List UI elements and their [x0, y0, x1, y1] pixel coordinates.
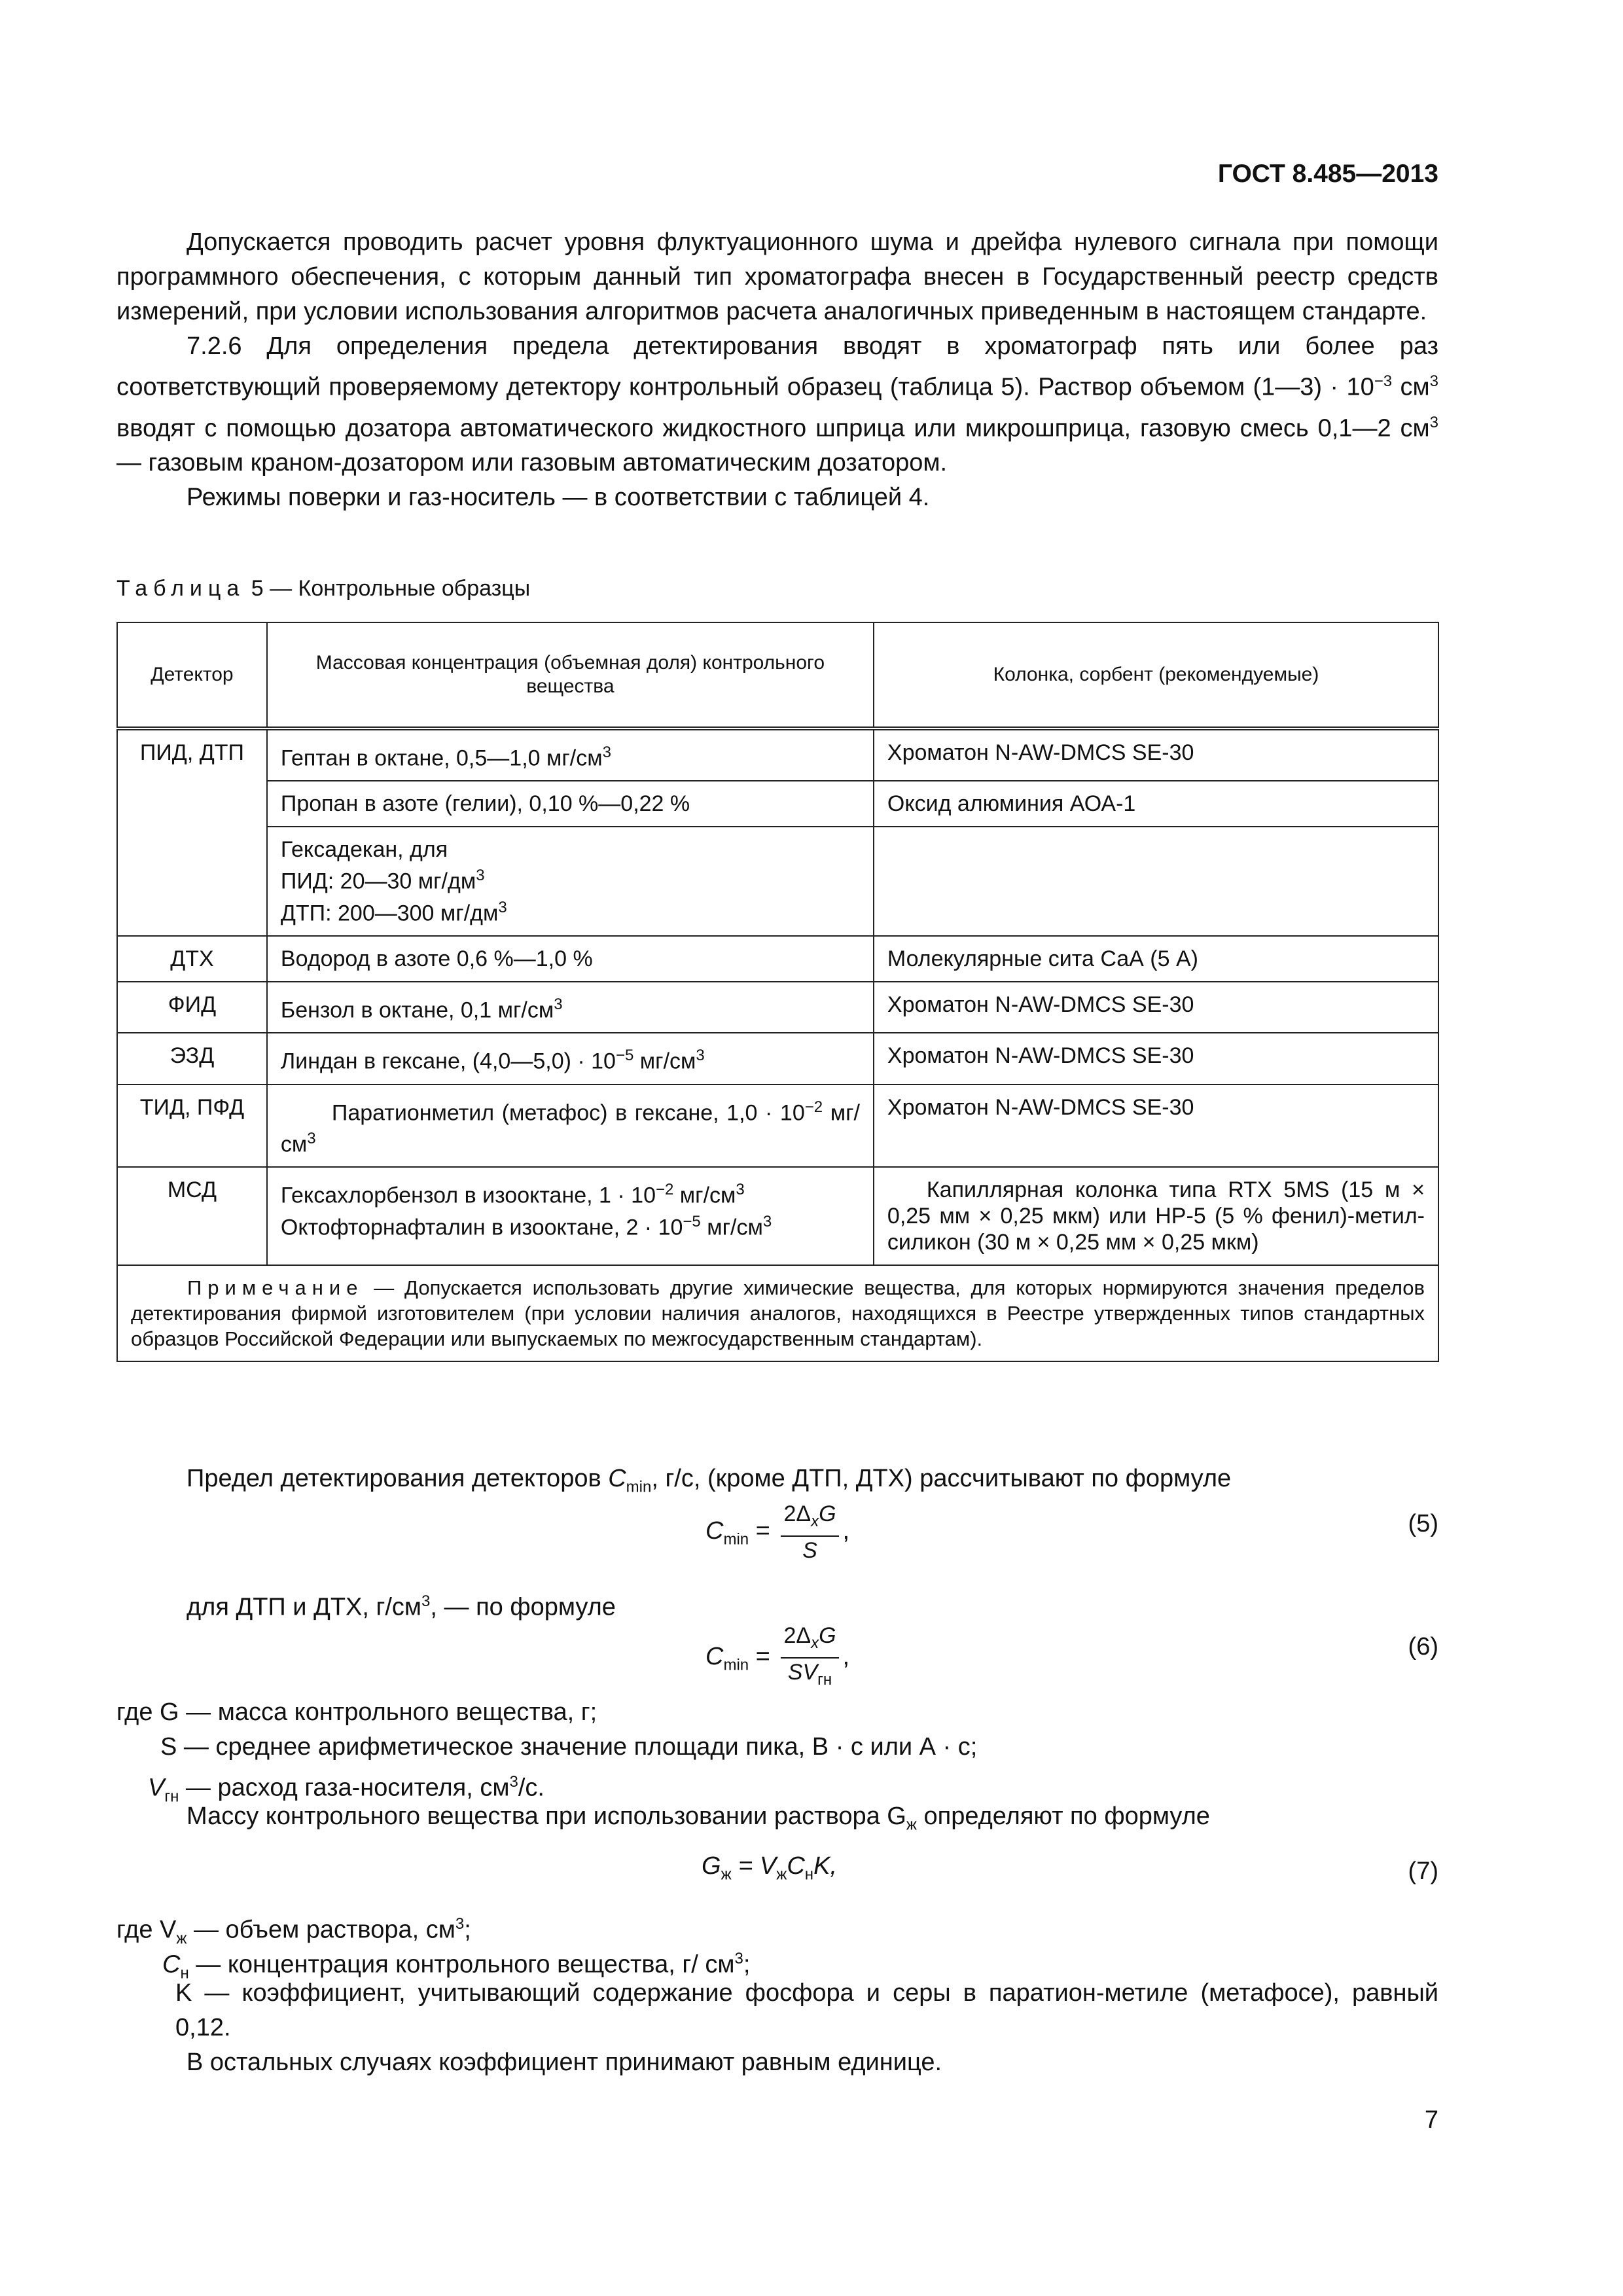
- concentration-cell: Бензол в октане, 0,1 $мг/см^3$: [267, 982, 874, 1033]
- column-cell: Хроматон N-AW-DMCS SE-30: [874, 1033, 1438, 1084]
- paragraph-7-2-6: 7.2.6 Для определения предела детектирования вводят в хроматограф пять или более раз соответствующий проверяемому детектору контрольный образец (таблица 5). Раствор объемом (1—3) · $10^{-3}$ $см^3$ вводят с помощью дозатора автоматического жидкостного шприца или микрошприца, газовую смесь 0,1—2 $см^3$ — газовым краном-дозатором или газовым автоматическим дозатором.: [116, 332, 1438, 477]
- definition-s: S — среднее арифметическое значение площади пика, В · с или А · с;: [160, 1733, 978, 1761]
- header-concentration: Массовая концентрация (объемная доля) контрольного вещества: [267, 622, 874, 728]
- intro-text: [116, 225, 1438, 515]
- column-cell: Хроматон N-AW-DMCS SE-30: [874, 728, 1438, 781]
- table-row: [117, 1167, 1438, 1265]
- definition-k: K — коэффициент, учитывающий содержание фосфора и серы в паратион-метиле (метафосе), равный 0,12.: [175, 1979, 1438, 2041]
- page-number: 7: [1424, 2106, 1438, 2134]
- table-row: [117, 1085, 1438, 1168]
- detector-cell: ЭЗД: [117, 1033, 267, 1084]
- detector-cell: ДТХ: [117, 936, 267, 982]
- formula-6: $C_{min}$ = $\frac{2\Delta_xG}{SV_{гн}}$ ,: [705, 1623, 850, 1689]
- concentration-cell: Линдан в гексане, (4,0—5,0) · $10^{-5}$ $мг/см^3$: [267, 1033, 874, 1084]
- formula-7-intro: Массу контрольного вещества при использовании раствора $G_ж$ определяют по формуле: [187, 1803, 1210, 1834]
- formula-6-intro: для ДТП и ДТХ, $г/см^3$, — по формуле: [187, 1592, 616, 1621]
- table-header-row: [117, 622, 1438, 728]
- table-row: [117, 827, 1438, 936]
- paragraph-modes: Режимы поверки и газ-носитель — в соответствии с таблицей 4.: [187, 484, 930, 512]
- detector-cell: ФИД: [117, 982, 267, 1033]
- header-detector: Детектор: [117, 622, 267, 728]
- control-samples-table: [116, 622, 1439, 1362]
- header-column: Колонка, сорбент (рекомендуемые): [874, 622, 1438, 728]
- detector-cell: ПИД, ДТП: [117, 728, 267, 936]
- paragraph-software: Допускается проводить расчет уровня флуктуационного шума и дрейфа нулевого сигнала при помощи программного обеспечения, с которым данный тип хроматографа внесен в Государственный реестр средств измерений, при условии использования алгоритмов расчета аналогичных приведенным в настоящем стандарте.: [116, 228, 1438, 325]
- detector-cell: МСД: [117, 1167, 267, 1265]
- definition-cn: $C_н$ — концентрация контрольного вещества, г/ $см^3$;: [162, 1950, 751, 1982]
- table-caption: Таблица 5 — Контрольные образцы: [116, 576, 531, 601]
- definition-vgn: $V_{гн}$ — расход газа-носителя, $см^3/с$.: [148, 1773, 544, 1806]
- column-cell: Хроматон N-AW-DMCS SE-30: [874, 982, 1438, 1033]
- table-note-row: [117, 1265, 1438, 1361]
- equation-number-7: (7): [1408, 1857, 1438, 1885]
- column-cell: Хроматон N-AW-DMCS SE-30: [874, 1085, 1438, 1168]
- concentration-cell: Гексахлорбензол в изооктане, $1 \cdot 10^{-2}$ $мг/см^3$ Октофторнафталин в изооктане, $2 \cdot 10^{-5}$ $мг/см^3$: [267, 1167, 874, 1265]
- formula-7: $G_ж = V_жC_нK$,: [702, 1852, 837, 1884]
- table-row: [117, 936, 1438, 982]
- table-note: Примечание — Допускается использовать другие химические вещества, для которых нормируются значения пределов детектирования фирмой изготовителем (при условии наличия аналогов, находящихся в Реестре утвержденных типов стандартных образцов Российской Федерации или выпускаемых по межгосударственным стандартам).: [117, 1265, 1438, 1361]
- table-row: [117, 1033, 1438, 1084]
- formula-5-intro: Предел детектирования детекторов $C_{min}$, г/с, (кроме ДТП, ДТХ) рассчитывают по формуле: [187, 1465, 1232, 1496]
- concentration-cell: Водород в азоте 0,6 %—1,0 %: [267, 936, 874, 982]
- concentration-cell: Гексадекан, для ПИД: 20—30 $мг/дм^3$ ДТП: 200—300 $мг/дм^3$: [267, 827, 874, 936]
- column-cell: Молекулярные сита СаА (5 А): [874, 936, 1438, 982]
- concentration-cell: Пропан в азоте (гелии), 0,10 %—0,22 %: [267, 781, 874, 827]
- document-header: ГОСТ 8.485—2013: [1217, 160, 1438, 188]
- equation-number-6: (6): [1408, 1633, 1438, 1660]
- definition-g: где G — масса контрольного вещества, г;: [116, 1698, 597, 1726]
- concentration-cell: Гептан в октане, 0,5—1,0 $мг/см^3$: [267, 728, 874, 781]
- equation-number-5: (5): [1408, 1510, 1438, 1537]
- table-row: [117, 781, 1438, 827]
- detector-cell: ТИД, ПФД: [117, 1085, 267, 1168]
- formula-5: $C_{min}$ = $\frac{2\Delta_xG}{S}$ ,: [705, 1501, 850, 1563]
- concentration-cell: Паратионметил (метафос) в гексане, $1,0 \cdot 10^{-2}$ $мг/см^3$: [267, 1085, 874, 1168]
- final-paragraph: В остальных случаях коэффициент принимают равным единице.: [187, 2049, 942, 2076]
- table-row: [117, 982, 1438, 1033]
- column-cell: [874, 827, 1438, 936]
- table-row: [117, 728, 1438, 781]
- column-cell: Капиллярная колонка типа RTX 5MS (15 м × 0,25 мм × 0,25 мкм) или HP-5 (5 % фенил)-метил-силикон (30 м × 0,25 мм × 0,25 мкм): [874, 1167, 1438, 1265]
- definition-vzh: где $V_ж$ — объем раствора, $см^3$;: [116, 1915, 471, 1948]
- column-cell: Оксид алюминия АОА-1: [874, 781, 1438, 827]
